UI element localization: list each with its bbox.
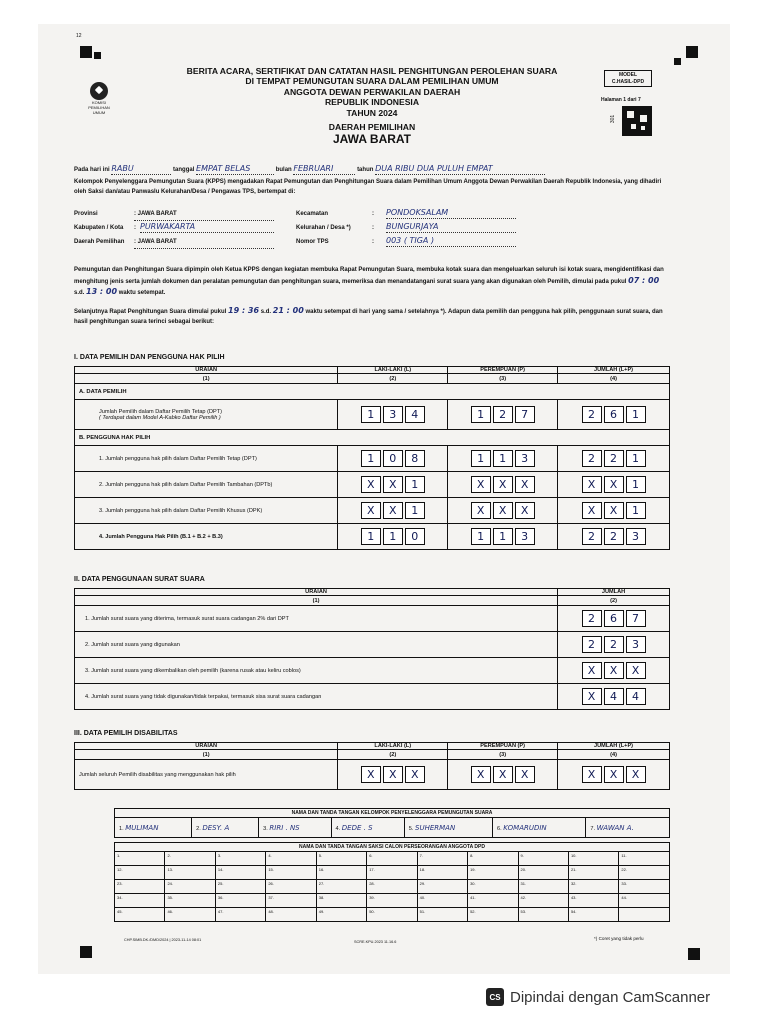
intro-line (74, 164, 670, 176)
s2-num: (1) (75, 596, 558, 606)
s3-lp-boxes (562, 766, 665, 783)
digit-box: 3 (515, 450, 535, 467)
saksi-title: NAMA DAN TANDA TANGAN SAKSI CALON PERSEORANGAN ANGGOTA DPD (115, 843, 670, 852)
digit-box: 1 (471, 450, 491, 467)
dpt-lp-boxes (562, 406, 665, 423)
page-number: 12 (76, 33, 82, 39)
s1-head-l: LAKI-LAKI (L) (338, 367, 448, 374)
digit-box: 1 (405, 476, 425, 493)
kpps-signature-table (114, 808, 670, 838)
dpt-l-boxes (342, 406, 443, 423)
model-line2: C.HASIL-DPD (611, 78, 645, 85)
saksi-cell: 26. (266, 880, 316, 894)
saksi-cell: 30. (468, 880, 518, 894)
saksi-cell: 12. (115, 866, 165, 880)
tps-label: Nomor TPS (296, 239, 329, 245)
footer-left: CHP.SIMB.DK./DMD/2024 | 2023-11-14 08:01 (124, 938, 202, 942)
dpt-label: Jumlah Pemilih dalam Daftar Pemilih Tetap (DPT) (99, 408, 223, 415)
saksi-cell: 42. (518, 894, 568, 908)
kpps-member (493, 818, 586, 838)
saksi-signature-grid (114, 842, 670, 922)
kpps-member (192, 818, 259, 838)
s3-head-p: PEREMPUAN (P) (448, 743, 558, 750)
b1-p-cell (448, 446, 558, 472)
digit-box: 1 (626, 502, 646, 519)
provinsi-value: : JAWA BARAT (134, 210, 274, 221)
digit-box: X (626, 766, 646, 783)
p1-end: waktu setempat. (118, 290, 166, 297)
kpps-member-number: 2. (196, 825, 201, 832)
s3-l-boxes (342, 766, 443, 783)
proceedings-p2 (74, 306, 670, 327)
s2-row1-label: 1. Jumlah surat suara yang diterima, termasuk surat suara cadangan 2% dari DPT (75, 606, 558, 632)
saksi-cell: 53. (518, 908, 568, 922)
s3-head-lp: JUMLAH (L+P) (558, 743, 670, 750)
saksi-cell: 28. (367, 880, 417, 894)
saksi-row (115, 880, 670, 894)
kelurahan-colon: : (372, 225, 374, 231)
digit-box: X (582, 766, 602, 783)
kpps-member-number: 7. (590, 825, 596, 832)
saksi-cell: 7. (417, 852, 467, 866)
b1-lp-boxes (562, 450, 665, 467)
b4-l-boxes (342, 528, 443, 545)
digit-box: X (582, 502, 602, 519)
s3-num: (4) (558, 750, 670, 760)
saksi-cell: 39. (367, 894, 417, 908)
tps-value: 003 ( TIGA ) (386, 236, 516, 247)
start2-value: 19 : 36 (228, 306, 260, 315)
kelurahan-label: Kelurahan / Desa *) (296, 225, 351, 231)
dpt-p-boxes (452, 406, 553, 423)
s3-num: (3) (448, 750, 558, 760)
saksi-cell: 15. (266, 866, 316, 880)
saksi-cell: 32. (568, 880, 618, 894)
saksi-cell: 13. (165, 866, 215, 880)
s2-row3-cell (558, 658, 670, 684)
p2-end: waktu setempat di hari yang sama / setelahnya *). Adapun data pemilih dan pengguna hak pilih, penggunaan surat suara, dan hasil penghitungan suara terinci sebagai berikut: (74, 309, 663, 325)
saksi-cell: 1. (115, 852, 165, 866)
kpps-member-number: 1. (119, 825, 124, 832)
digit-box: 1 (361, 528, 381, 545)
saksi-cell: 35. (165, 894, 215, 908)
proceedings-p1 (74, 266, 670, 299)
digit-box: X (582, 688, 602, 705)
digit-box: 0 (383, 450, 403, 467)
s1-sub-b: B. PENGGUNA HAK PILIH (75, 430, 670, 446)
saksi-cell: 33. (619, 880, 670, 894)
saksi-cell: 44. (619, 894, 670, 908)
tanggal-value: EMPAT BELAS (196, 164, 274, 175)
digit-box: 1 (405, 502, 425, 519)
kpps-member-name: WAWAN A. (596, 823, 634, 832)
b4-lp-cell (558, 524, 670, 550)
s2-row1-cell (558, 606, 670, 632)
saksi-cell: 36. (215, 894, 265, 908)
digit-box: X (383, 502, 403, 519)
camscanner-text: Dipindai dengan CamScanner (510, 988, 711, 1006)
tanggal-label: tanggal (173, 167, 195, 173)
digit-box: X (471, 502, 491, 519)
b3-label: 3. Jumlah pengguna hak pilih dalam Daftar Pemilih Khusus (DPK) (75, 498, 338, 524)
header-line3: ANGGOTA DEWAN PERWAKILAN DAERAH (283, 86, 461, 97)
digit-box: X (515, 766, 535, 783)
digit-box: X (604, 502, 624, 519)
saksi-cell: 21. (568, 866, 618, 880)
tahun-value: DUA RIBU DUA PULUH EMPAT (375, 164, 545, 175)
daerah-value: JAWA BARAT (333, 132, 411, 147)
digit-box: 2 (582, 450, 602, 467)
digit-box: X (383, 766, 403, 783)
saksi-row (115, 894, 670, 908)
provinsi-label: Provinsi (74, 211, 98, 217)
digit-box: 1 (493, 450, 513, 467)
s3-head-uraian: URAIAN (75, 743, 338, 750)
registration-mark (674, 58, 681, 65)
proceedings-p2-text: Selanjutnya Rapat Penghitungan Suara dimulai pukul (74, 309, 227, 315)
proceedings-p1-text: Pemungutan dan Penghitungan Suara dipimpin oleh Ketua KPPS dengan kegiatan membuka Rapat Pemungutan Suara, membuka kotak suara dan mengeluarkan seluruh isi kotak suara, mengidentifikasi dan menghitung jenis serta jumlah dokumen dan peralatan pemungutan dan penghitungan suara, memeriksa dan menandatangani surat suara yang akan digunakan oleh Pemilih, dimulai pada pukul (74, 267, 664, 285)
s2-row2-cell (558, 632, 670, 658)
s3-p-cell (448, 760, 558, 790)
header-line2: DI TEMPAT PEMUNGUTAN SUARA DALAM PEMILIHAN UMUM (245, 76, 499, 87)
digit-box: 1 (361, 406, 381, 423)
s2-row4-label: 4. Jumlah surat suara yang tidak digunakan/tidak terpakai, termasuk sisa surat suara cadangan (75, 684, 558, 710)
digit-box: 3 (515, 528, 535, 545)
saksi-cell: 6. (367, 852, 417, 866)
dpt-note: ( Terdapat dalam Model A-Kabko Daftar Pemilih ) (99, 414, 221, 421)
digit-box: X (471, 476, 491, 493)
digit-box: 4 (626, 688, 646, 705)
kpps-member-number: 6. (497, 825, 502, 832)
b1-label: 1. Jumlah pengguna hak pilih dalam Daftar Pemilih Tetap (DPT) (75, 446, 338, 472)
saksi-cell: 18. (417, 866, 467, 880)
saksi-cell: 45. (115, 908, 165, 922)
saksi-cell: 27. (316, 880, 366, 894)
saksi-cell: 47. (215, 908, 265, 922)
form-page (74, 46, 670, 966)
bulan-label: bulan (275, 167, 292, 173)
kpps-member-name: RIRI . NS (269, 823, 300, 832)
saksi-cell: 52. (468, 908, 518, 922)
b3-l-cell (338, 498, 448, 524)
s2-num: (2) (558, 596, 670, 606)
model-badge (604, 70, 652, 87)
kpps-member (259, 818, 331, 838)
s3-num: (1) (75, 750, 338, 760)
hari-value: RABU (111, 164, 171, 175)
s3-l-cell (338, 760, 448, 790)
b1-p-boxes (452, 450, 553, 467)
b2-p-cell (448, 472, 558, 498)
s2-row2-boxes (562, 636, 665, 653)
digit-box: 1 (626, 450, 646, 467)
s1-head-p: PEREMPUAN (P) (448, 367, 558, 374)
kpps-member (586, 818, 670, 838)
digit-box: 6 (604, 406, 624, 423)
dpt-label-cell (75, 400, 338, 430)
b2-l-cell (338, 472, 448, 498)
b4-p-cell (448, 524, 558, 550)
digit-box: X (515, 502, 535, 519)
saksi-cell: 25. (215, 880, 265, 894)
kpps-member-number: 3. (263, 825, 268, 832)
s1-sub-a: A. DATA PEMILIH (75, 384, 670, 400)
digit-box: 2 (582, 528, 602, 545)
digit-box: 4 (405, 406, 425, 423)
b2-lp-boxes (562, 476, 665, 493)
s2-row3-boxes (562, 662, 665, 679)
digit-box: 1 (626, 406, 646, 423)
qr-code-icon (622, 106, 652, 136)
s2-row2-label: 2. Jumlah surat suara yang digunakan (75, 632, 558, 658)
digit-box: X (471, 766, 491, 783)
b4-l-cell (338, 524, 448, 550)
b1-lp-cell (558, 446, 670, 472)
b1-l-cell (338, 446, 448, 472)
digit-box: X (515, 476, 535, 493)
digit-box: 0 (405, 528, 425, 545)
kabupaten-value: PURWAKARTA (140, 222, 274, 233)
digit-box: X (493, 476, 513, 493)
s1-num: (1) (75, 374, 338, 384)
digit-box: X (361, 766, 381, 783)
saksi-cell: 50. (367, 908, 417, 922)
saksi-cell: 31. (518, 880, 568, 894)
kpps-member-number: 5. (408, 825, 414, 832)
saksi-cell: 8. (468, 852, 518, 866)
kabupaten-label: Kabupaten / Kota (74, 225, 124, 231)
s3-num: (2) (338, 750, 448, 760)
section2-title: II. DATA PENGGUNAAN SURAT SUARA (74, 576, 205, 583)
daerah-label: DAERAH PEMILIHAN (328, 122, 416, 133)
saksi-cell: 46. (165, 908, 215, 922)
s1-num: (2) (338, 374, 448, 384)
saksi-cell: 51. (417, 908, 467, 922)
footer-note: *) Coret yang tidak perlu (594, 936, 644, 941)
s1-head-uraian: URAIAN (75, 367, 338, 374)
saksi-cell: 14. (215, 866, 265, 880)
b4-lp-boxes (562, 528, 665, 545)
saksi-cell: 40. (417, 894, 467, 908)
saksi-cell: 23. (115, 880, 165, 894)
section1-title: I. DATA PEMILIH DAN PENGGUNA HAK PILIH (74, 354, 225, 361)
b4-p-boxes (452, 528, 553, 545)
digit-box: 1 (626, 476, 646, 493)
kpps-member-name: DEDE . S (341, 823, 373, 832)
b2-lp-cell (558, 472, 670, 498)
s3-head-l: LAKI-LAKI (L) (338, 743, 448, 750)
digit-box: X (604, 766, 624, 783)
end2-value: 21 : 00 (272, 306, 304, 315)
dpt-lp-cell (558, 400, 670, 430)
saksi-row (115, 908, 670, 922)
saksi-cell: 41. (468, 894, 518, 908)
kecamatan-colon: : (372, 211, 374, 217)
b2-label: 2. Jumlah pengguna hak pilih dalam Daftar Pemilih Tambahan (DPTb) (75, 472, 338, 498)
dapil-label: Daerah Pemilihan (74, 239, 125, 245)
b3-lp-boxes (562, 502, 665, 519)
camscanner-icon: CS (486, 988, 504, 1006)
header-line5: TAHUN 2024 (346, 107, 398, 118)
digit-box: X (383, 476, 403, 493)
digit-box: X (626, 662, 646, 679)
saksi-row (115, 852, 670, 866)
s2-row3-label: 3. Jumlah surat suara yang dikembalikan oleh pemilih (karena rusak atau keliru coblos) (75, 658, 558, 684)
digit-box: 1 (471, 528, 491, 545)
digit-box: 3 (626, 636, 646, 653)
kpps-member (331, 818, 404, 838)
s2-head-uraian: URAIAN (75, 589, 558, 596)
sd-label: s.d. (260, 309, 272, 315)
kpps-member (115, 818, 192, 838)
kpps-member (404, 818, 492, 838)
s2-head-jumlah: JUMLAH (558, 589, 670, 596)
digit-box: 1 (493, 528, 513, 545)
s3-row-label: Jumlah seluruh Pemilih disabilitas yang menggunakan hak pilih (75, 760, 338, 790)
kabupaten-colon: : (134, 225, 136, 231)
bulan-value: FEBRUARI (293, 164, 355, 175)
intro-label: Pada hari ini (74, 167, 110, 173)
sd-label: s.d. (74, 290, 85, 297)
saksi-cell: 2. (165, 852, 215, 866)
b4-label: 4. Jumlah Pengguna Hak Pilih (B.1 + B.2 + B.3) (75, 524, 338, 550)
tahun-label: tahun (357, 167, 374, 173)
registration-mark (688, 948, 700, 960)
s2-row1-boxes (562, 610, 665, 627)
digit-box: 7 (626, 610, 646, 627)
saksi-cell: 48. (266, 908, 316, 922)
saksi-cell: 37. (266, 894, 316, 908)
digit-box: X (582, 662, 602, 679)
s2-row4-cell (558, 684, 670, 710)
s2-row4-boxes (562, 688, 665, 705)
saksi-cell: 49. (316, 908, 366, 922)
saksi-cell (619, 908, 670, 922)
digit-box: 6 (604, 610, 624, 627)
b3-p-boxes (452, 502, 553, 519)
digit-box: X (361, 502, 381, 519)
saksi-row (115, 866, 670, 880)
digit-box: 2 (604, 450, 624, 467)
digit-box: 1 (471, 406, 491, 423)
kpps-member-number: 4. (335, 825, 341, 832)
saksi-cell: 19. (468, 866, 518, 880)
digit-box: 8 (405, 450, 425, 467)
dapil-value: : JAWA BARAT (134, 238, 274, 249)
s1-num: (3) (448, 374, 558, 384)
section2-table (74, 588, 670, 710)
b3-l-boxes (342, 502, 443, 519)
model-line1: MODEL (618, 72, 638, 78)
saksi-cell: 17. (367, 866, 417, 880)
kpps-member-name: DESY. A (202, 823, 230, 832)
saksi-cell: 9. (518, 852, 568, 866)
saksi-cell: 54. (568, 908, 618, 922)
footer-center: SCRE.KPU.2023 11.16.6 (354, 940, 397, 944)
saksi-cell: 43. (568, 894, 618, 908)
digit-box: X (604, 662, 624, 679)
s3-lp-cell (558, 760, 670, 790)
saksi-cell: 38. (316, 894, 366, 908)
saksi-cell: 3. (215, 852, 265, 866)
s3-p-boxes (452, 766, 553, 783)
kpps-member-name: SUHERMAN (415, 823, 456, 832)
digit-box: 2 (582, 406, 602, 423)
saksi-cell: 4. (266, 852, 316, 866)
intro-paragraph: Kelompok Penyelenggara Pemungutan Suara (KPPS) mengadakan Rapat Pemungutan dan Penghitungan Suara dalam Pemilihan Umum Anggota Dewan Perwakilan Daerah Republik Indonesia, yang dihadiri oleh Saksi dan/atau Panwaslu Kelurahan/Desa / Pengawas TPS, bertempat di: (74, 179, 662, 195)
digit-box: 2 (582, 636, 602, 653)
section3-title: III. DATA PEMILIH DISABILITAS (74, 730, 178, 737)
b3-lp-cell (558, 498, 670, 524)
kecamatan-label: Kecamatan (296, 211, 329, 217)
saksi-cell: 5. (316, 852, 366, 866)
dpt-p-cell (448, 400, 558, 430)
form-header (74, 66, 670, 146)
kpps-member-name: MULIMAN (125, 823, 159, 832)
digit-box: X (493, 502, 513, 519)
digit-box: 4 (604, 688, 624, 705)
kecamatan-value: PONDOKSALAM (386, 208, 516, 219)
kpps-member-name: KOMARUDIN (503, 823, 547, 832)
saksi-cell: 34. (115, 894, 165, 908)
start1-value: 07 : 00 (628, 275, 660, 285)
saksi-cell: 11. (619, 852, 670, 866)
digit-box: 2 (604, 636, 624, 653)
dpt-l-cell (338, 400, 448, 430)
digit-box: X (604, 476, 624, 493)
saksi-cell: 10. (568, 852, 618, 866)
digit-box: 2 (604, 528, 624, 545)
saksi-cell: 20. (518, 866, 568, 880)
camscanner-watermark (472, 982, 768, 1012)
digit-box: 3 (626, 528, 646, 545)
saksi-cell: 24. (165, 880, 215, 894)
header-line1: BERITA ACARA, SERTIFIKAT DAN CATATAN HASIL PENGHITUNGAN PEROLEHAN SUARA (186, 66, 558, 76)
qr-id: 301 (610, 114, 617, 124)
digit-box: X (361, 476, 381, 493)
header-line4: REPUBLIK INDONESIA (324, 97, 420, 108)
b2-l-boxes (342, 476, 443, 493)
saksi-cell: 16. (316, 866, 366, 880)
b2-p-boxes (452, 476, 553, 493)
digit-box: 1 (361, 450, 381, 467)
saksi-cell: 29. (417, 880, 467, 894)
digit-box: X (582, 476, 602, 493)
b1-l-boxes (342, 450, 443, 467)
end1-value: 13 : 00 (86, 287, 118, 297)
section3-table (74, 742, 670, 790)
registration-mark (686, 46, 698, 58)
tps-colon: : (372, 239, 374, 245)
saksi-cell: 22. (619, 866, 670, 880)
digit-box: 2 (582, 610, 602, 627)
kpps-title: NAMA DAN TANDA TANGAN KELOMPOK PENYELENGGARA PEMUNGUTAN SUARA (115, 809, 670, 818)
digit-box: 1 (383, 528, 403, 545)
page-info: Halaman 1 dari 7 (601, 97, 641, 103)
digit-box: 2 (493, 406, 513, 423)
s1-head-lp: JUMLAH (L+P) (558, 367, 670, 374)
digit-box: 7 (515, 406, 535, 423)
kelurahan-value: BUNGURJAYA (386, 222, 516, 233)
section1-table (74, 366, 670, 550)
digit-box: 3 (383, 406, 403, 423)
s1-num: (4) (558, 374, 670, 384)
digit-box: X (493, 766, 513, 783)
b3-p-cell (448, 498, 558, 524)
digit-box: X (405, 766, 425, 783)
logo-text: KOMISI PEMILIHAN UMUM (88, 100, 110, 115)
